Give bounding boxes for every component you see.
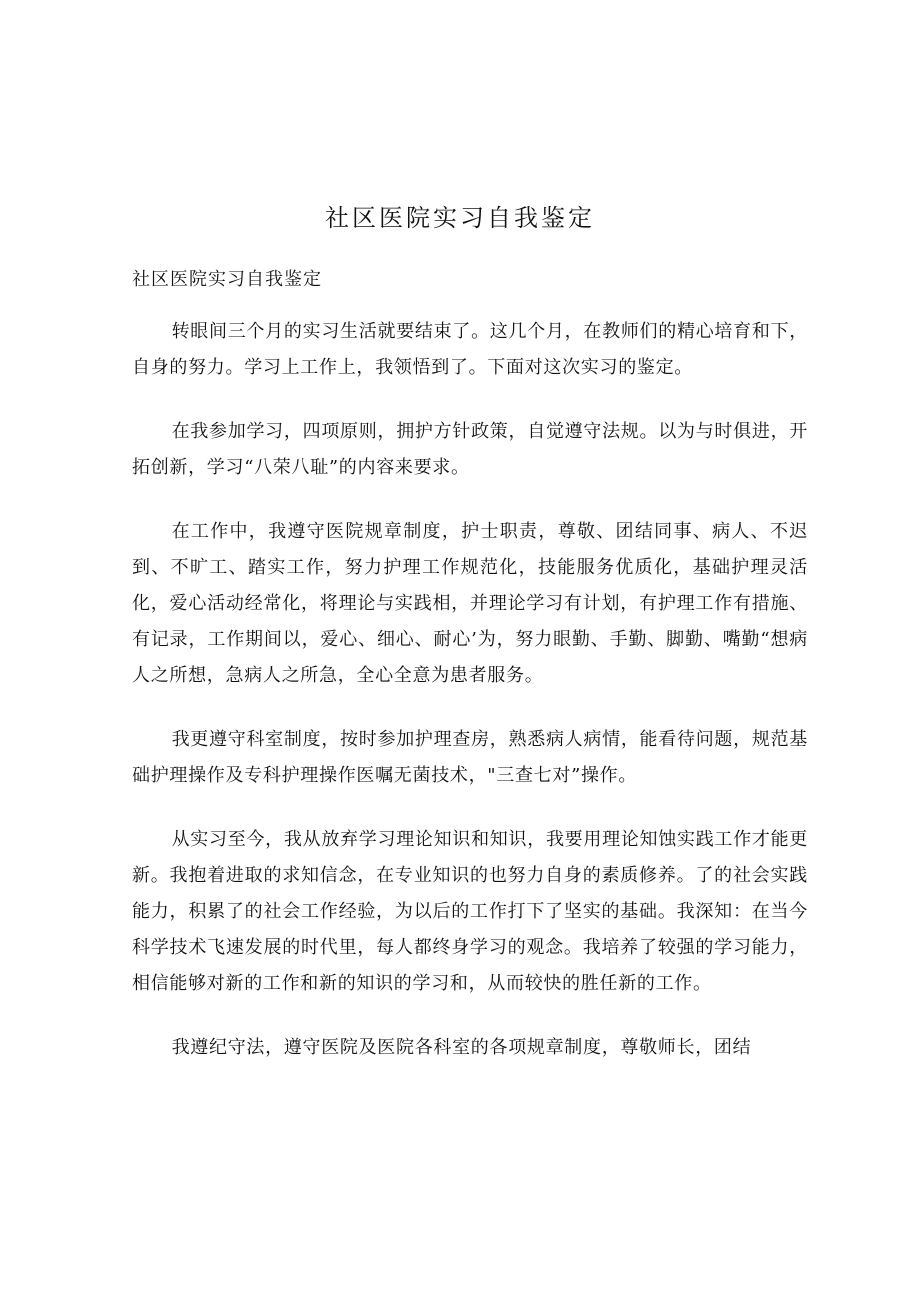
- paragraph-3: 在工作中，我遵守医院规章制度，护士职责，尊敬、团结同事、病人、不迟到、不旷工、踏实工作，努力护理工作规范化，技能服务优质化，基础护理灵活化，爱心活动经常化，将理论与实践相，并理论学习有计划，有护理工作有措施、有记录，工作期间以，爱心、细心、耐心’为，努力眼勤、手勤、脚勤、嘴勤“想病人之所想，急病人之所急，全心全意为患者服务。: [132, 521, 808, 686]
- paragraph-5: 从实习至今，我从放弃学习理论知识和知识，我要用理论知蚀实践工作才能更新。我抱着进取的求知信念，在专业知识的也努力自身的素质修养。了的社会实践能力，积累了的社会工作经验，为以后的工作打下了坚实的基础。我深知：在当今科学技术飞速发展的时代里，每人都终身学习的观念。我培养了较强的学习能力，相信能够对新的工作和新的知识的学习和，从而较快的胜任新的工作。: [132, 829, 808, 994]
- document-title: 社区医院实习自我鉴定: [325, 204, 595, 232]
- paragraph-6: 我遵纪守法，遵守医院及医院各科室的各项规章制度，尊敬师长，团结: [171, 1037, 752, 1058]
- document-subtitle: 社区医院实习自我鉴定: [132, 269, 322, 290]
- paragraph-1: 转眼间三个月的实习生活就要结束了。这几个月，在教师们的精心培育和下，自身的努力。学习上工作上，我领悟到了。下面对这次实习的鉴定。: [132, 321, 808, 378]
- paragraph-2: 在我参加学习，四项原则，拥护方针政策，自觉遵守法规。以为与时俱进，开拓创新，学习“八荣八耻”的内容来要求。: [132, 421, 808, 478]
- paragraph-4: 我更遵守科室制度，按时参加护理查房，熟悉病人病情，能看待问题，规范基础护理操作及专科护理操作医嘱无菌技术，"三查七对”操作。: [132, 729, 808, 786]
- document-body: [132, 314, 808, 1094]
